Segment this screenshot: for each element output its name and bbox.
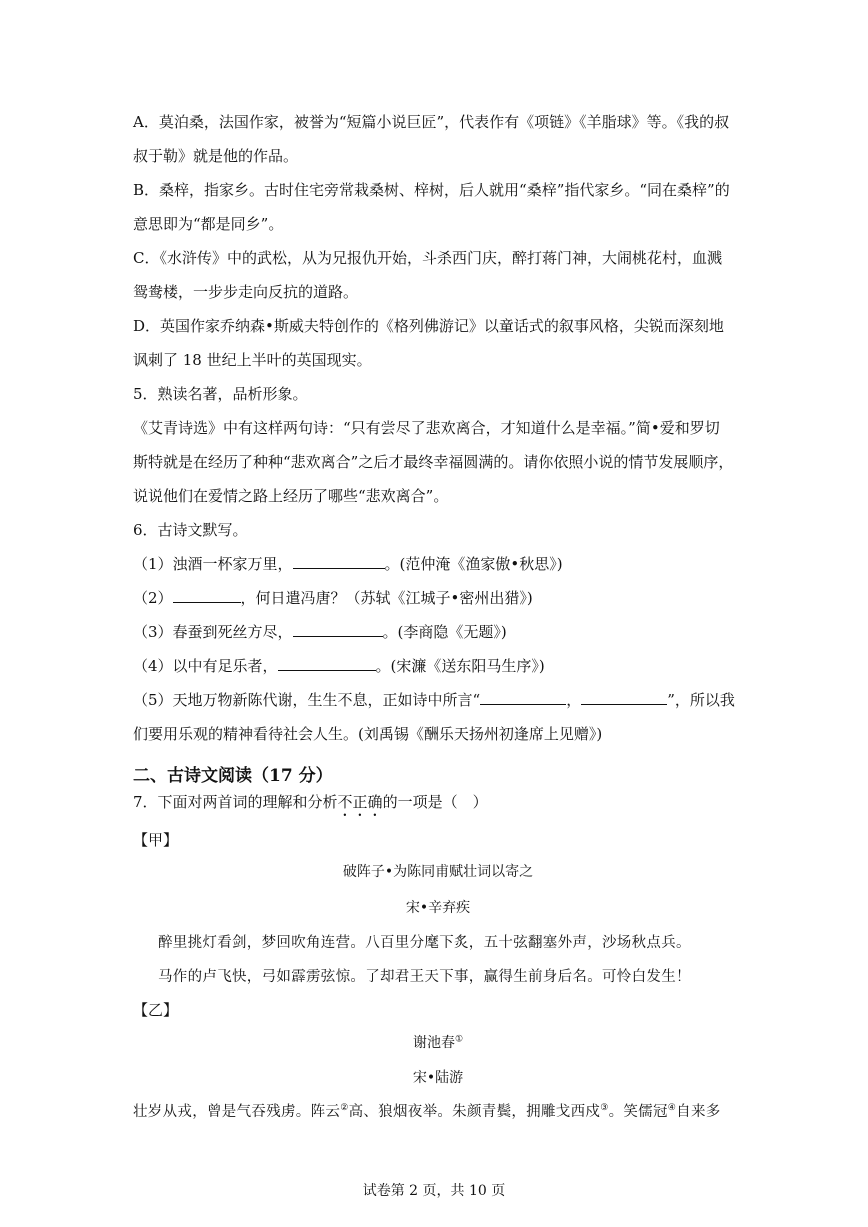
question-6-item-5-line2: 们要用乐观的精神看待社会人生。(刘禹锡《酬乐天扬州初逢席上见赠》) xyxy=(133,725,603,743)
question-6-item-4: （4）以中有足乐者， 。(宋濂《送东阳马生序》) xyxy=(133,657,545,675)
answer-blank[interactable] xyxy=(293,554,385,569)
question-5-title: 5．熟读名著，品析形象。 xyxy=(133,385,308,403)
option-a-line2: 叔于勒》就是他的作品。 xyxy=(133,147,299,165)
footnote-marker: ② xyxy=(340,1103,349,1114)
poem-yi-title: 谢池春① xyxy=(412,1034,464,1051)
answer-blank[interactable] xyxy=(581,690,667,705)
footnote-marker: ④ xyxy=(667,1103,677,1114)
question-6-item-1: （1）浊酒一杯家万里， 。(范仲淹《渔家傲•秋思》) xyxy=(133,555,563,573)
footnote-marker: ① xyxy=(454,1034,464,1045)
page-footer: 试卷第 2 页，共 10 页 xyxy=(362,1183,506,1199)
option-b-line2: 意思即为“都是同乡”。 xyxy=(133,215,284,233)
question-5-line1: 《艾青诗选》中有这样两句诗：“只有尝尽了悲欢离合，才知道什么是幸福。”简•爱和罗切 xyxy=(133,419,720,437)
question-5-line2: 斯特就是在经历了种种“悲欢离合”之后才最终幸福圆满的。请你依照小说的情节发展顺序， xyxy=(133,453,734,471)
poem-jia-author: 宋•辛弃疾 xyxy=(405,900,471,916)
question-5-line3: 说说他们在爱情之路上经历了哪些“悲欢离合”。 xyxy=(133,487,449,505)
option-d-line2: 讽刺了 18 世纪上半叶的英国现实。 xyxy=(133,351,372,369)
poem-jia-line2: 马作的卢飞快，弓如霹雳弦惊。了却君王天下事，赢得生前身后名。可怜白发生！ xyxy=(158,969,691,985)
question-6-item-5: （5）天地万物新陈代谢，生生不息，正如诗中所言“ ， ”，所以我 xyxy=(133,691,735,709)
poem-jia-line1: 醉里挑灯看剑，梦回吹角连营。八百里分麾下炙，五十弦翻塞外声，沙场秋点兵。 xyxy=(158,935,691,951)
poem-yi-label: 【乙】 xyxy=(133,1001,179,1019)
section-heading: 二、古诗文阅读（17 分） xyxy=(133,766,333,786)
poem-yi-author: 宋•陆游 xyxy=(412,1070,464,1086)
question-6-title: 6．古诗文默写。 xyxy=(133,521,248,539)
poem-yi-line1: 壮岁从戎，曾是气吞残虏。阵云②高、狼烟夜举。朱颜青鬓，拥雕戈西戍③。笑儒冠④自来多 xyxy=(133,1103,721,1120)
option-a-line1: A．莫泊桑，法国作家，被誉为“短篇小说巨匠”，代表作有《项链》《羊脂球》等。《我的叔 xyxy=(133,113,730,131)
answer-blank[interactable] xyxy=(278,656,376,671)
footnote-marker: ③ xyxy=(600,1103,609,1114)
option-c-line2: 鸳鸯楼，一步步走向反抗的道路。 xyxy=(133,283,359,301)
option-d-line1: D．英国作家乔纳森•斯威夫特创作的《格列佛游记》以童话式的叙事风格，尖锐而深刻地 xyxy=(133,317,724,335)
answer-blank[interactable] xyxy=(293,622,383,637)
poem-jia-title: 破阵子•为陈同甫赋壮词以寄之 xyxy=(342,864,534,880)
question-6-item-3: （3）春蚕到死丝方尽， 。(李商隐《无题》) xyxy=(133,623,507,641)
poem-jia-label: 【甲】 xyxy=(133,831,179,849)
answer-blank[interactable] xyxy=(173,588,241,603)
question-6-item-2: （2） ，何日遣冯唐？（苏轼《江城子•密州出猎》) xyxy=(133,589,533,607)
option-b-line1: B．桑梓，指家乡。古时住宅旁常栽桑树、梓树，后人就用“桑梓”指代家乡。“同在桑梓”的 xyxy=(133,181,730,199)
question-7-stem: 7．下面对两首词的理解和分析不正确的一项是（ ） xyxy=(133,793,488,811)
emphasis-text: 不正确 xyxy=(337,793,383,811)
option-c-line1: C．《水浒传》中的武松，从为兄报仇开始，斗杀西门庆，醉打蒋门神，大闹桃花村，血溅 xyxy=(133,249,722,267)
answer-blank[interactable] xyxy=(480,690,566,705)
